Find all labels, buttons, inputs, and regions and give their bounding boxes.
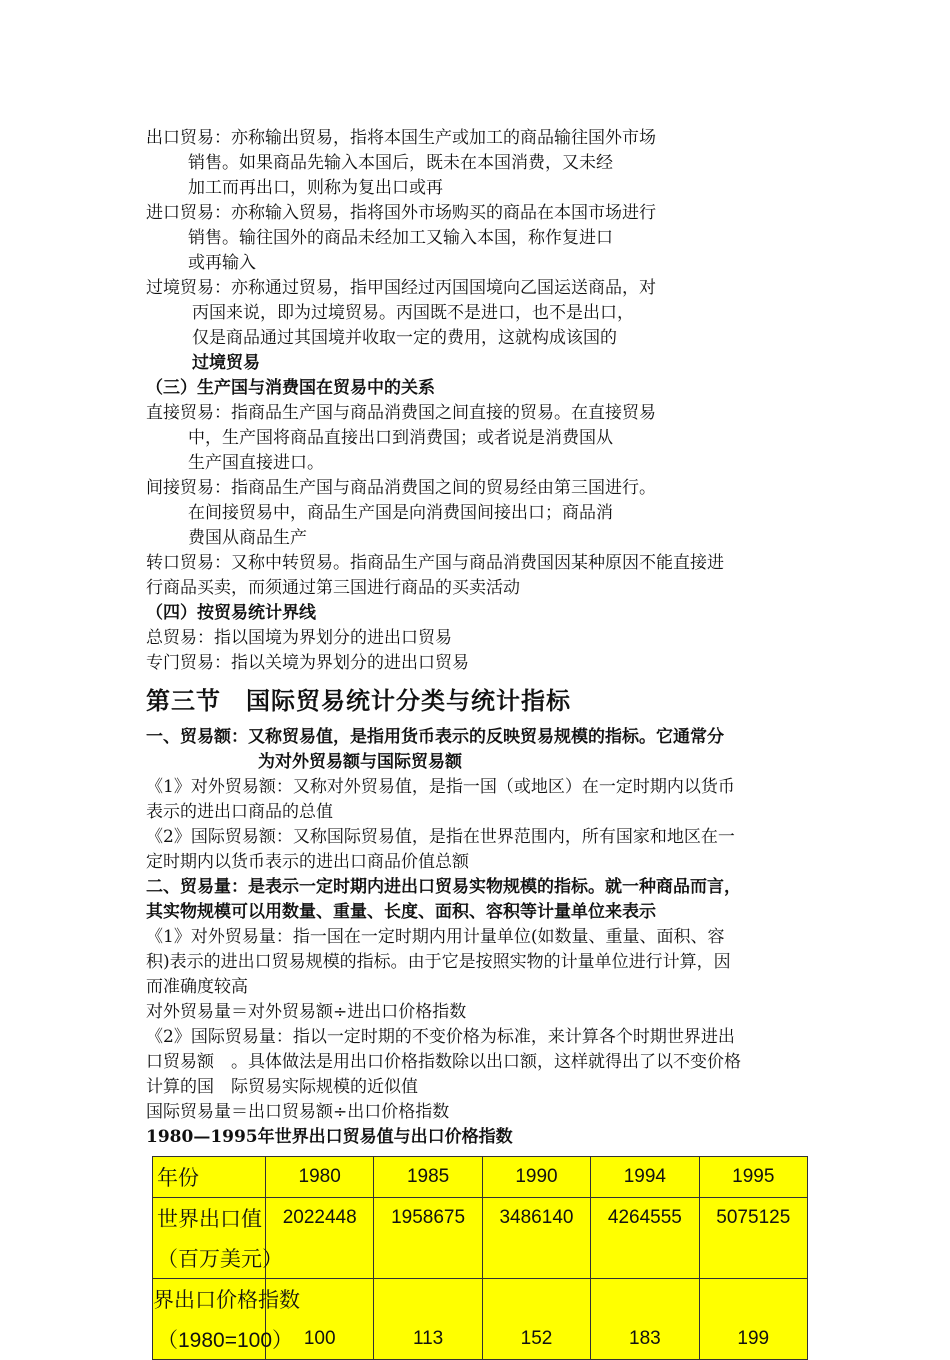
paragraph-line: 积)表示的进出口贸易规模的指标。由于它是按照实物的计量单位进行计算，因 xyxy=(146,952,731,972)
table-cell: 3486140 xyxy=(482,1198,590,1239)
formula-foreign-trade-volume: 对外贸易量＝对外贸易额÷进出口价格指数 xyxy=(146,1002,467,1022)
export-data-table xyxy=(152,1156,808,1360)
table-cell: 183 xyxy=(591,1319,699,1360)
section-heading-3: （三）生产国与消费国在贸易中的关系 xyxy=(146,378,435,398)
paragraph-transit-trade: 过境贸易：亦称通过贸易，指甲国经过丙国国境向乙国运送商品，对 xyxy=(146,278,656,298)
section-heading-4: （四）按贸易统计界线 xyxy=(146,603,316,623)
table-row-price-index-label xyxy=(153,1279,808,1320)
row-label: 界出口价格指数 xyxy=(153,1279,266,1320)
paragraph-indirect-trade: 间接贸易：指商品生产国与商品消费国之间的贸易经由第三国进行。 xyxy=(146,478,656,498)
paragraph-import-trade: 进口贸易：亦称输入贸易，指将国外市场购买的商品在本国市场进行 xyxy=(146,203,656,223)
paragraph-line: 定时期内以货币表示的进出口商品价值总额 xyxy=(146,852,469,872)
table-cell xyxy=(374,1238,482,1279)
paragraph-line: 口贸易额 。具体做法是用出口价格指数除以出口额，这样就得出了以不变价格 xyxy=(146,1052,741,1072)
table-cell: 2022448 xyxy=(266,1198,374,1239)
table-cell: 152 xyxy=(482,1319,590,1360)
table-row-export-unit xyxy=(153,1238,808,1279)
paragraph-entrepot-trade: 转口贸易：又称中转贸易。指商品生产国与商品消费国因某种原因不能直接进 xyxy=(146,553,724,573)
paragraph-line: 中，生产国将商品直接出口到消费国；或者说是消费国从 xyxy=(188,428,613,448)
paragraph-foreign-trade-volume: 《1》对外贸易量：指一国在一定时期内用计量单位(如数量、重量、面积、容 xyxy=(146,927,725,947)
table-header-year: 1994 xyxy=(591,1157,699,1198)
row-label: 世界出口值 xyxy=(153,1198,266,1239)
table-cell xyxy=(482,1279,590,1320)
paragraph-line: 而准确度较高 xyxy=(146,977,248,997)
paragraph-line: 丙国来说，即为过境贸易。丙国既不是进口，也不是出口， xyxy=(192,303,634,323)
table-row-export-value xyxy=(153,1198,808,1239)
paragraph-line: 表示的进出口商品的总值 xyxy=(146,802,333,822)
table-cell xyxy=(699,1279,807,1320)
row-unit-label: （1980=100） xyxy=(153,1319,266,1360)
heading-trade-value: 一、贸易额：又称贸易值，是指用货币表示的反映贸易规模的指标。它通常分 xyxy=(146,727,724,747)
row-unit-label: （百万美元） xyxy=(153,1238,266,1279)
table-caption: 1980—1995年世界出口贸易值与出口价格指数 xyxy=(146,1127,513,1147)
table-cell: 113 xyxy=(374,1319,482,1360)
table-header-year: 1995 xyxy=(699,1157,807,1198)
paragraph-line: 计算的国 际贸易实际规模的近似值 xyxy=(146,1077,418,1097)
paragraph-line: 销售。输往国外的商品未经加工又输入本国，称作复进口 xyxy=(188,228,613,248)
table-cell xyxy=(482,1238,590,1279)
table-cell: 100 xyxy=(266,1319,374,1360)
table-header-year: 1990 xyxy=(482,1157,590,1198)
heading-line: 为对外贸易额与国际贸易额 xyxy=(258,752,462,772)
table-header-year: 1980 xyxy=(266,1157,374,1198)
paragraph-line: 销售。如果商品先输入本国后，既未在本国消费，又未经 xyxy=(188,153,613,173)
paragraph-line: 仅是商品通过其国境并收取一定的费用，这就构成该国的 xyxy=(192,328,617,348)
table-cell xyxy=(699,1238,807,1279)
paragraph-international-trade-volume: 《2》国际贸易量：指以一定时期的不变价格为标准，来计算各个时期世界进出 xyxy=(146,1027,735,1047)
table-header-year: 1985 xyxy=(374,1157,482,1198)
table-cell: 5075125 xyxy=(699,1198,807,1239)
table-cell: 1958675 xyxy=(374,1198,482,1239)
table-cell xyxy=(374,1279,482,1320)
paragraph-line: 行商品买卖，而须通过第三国进行商品的买卖活动 xyxy=(146,578,520,598)
paragraph-line: 或再输入 xyxy=(188,253,256,273)
table-cell xyxy=(591,1279,699,1320)
table-header-row xyxy=(153,1157,808,1198)
table-header-label: 年份 xyxy=(153,1157,266,1198)
table-cell: 199 xyxy=(699,1319,807,1360)
paragraph-general-trade: 总贸易：指以国境为界划分的进出口贸易 xyxy=(146,628,452,648)
paragraph-line: 在间接贸易中，商品生产国是向消费国间接出口；商品消 xyxy=(188,503,613,523)
heading-line: 其实物规模可以用数量、重量、长度、面积、容积等计量单位来表示 xyxy=(146,902,656,922)
heading-trade-volume: 二、贸易量：是表示一定时期内进出口贸易实物规模的指标。就一种商品而言， xyxy=(146,877,741,897)
paragraph-line: 过境贸易 xyxy=(192,353,260,373)
table-cell: 4264555 xyxy=(591,1198,699,1239)
table-cell xyxy=(591,1238,699,1279)
paragraph-special-trade: 专门贸易：指以关境为界划分的进出口贸易 xyxy=(146,653,469,673)
paragraph-direct-trade: 直接贸易：指商品生产国与商品消费国之间直接的贸易。在直接贸易 xyxy=(146,403,656,423)
paragraph-international-trade-value: 《2》国际贸易额：又称国际贸易值，是指在世界范围内，所有国家和地区在一 xyxy=(146,827,735,847)
paragraph-export-trade: 出口贸易：亦称输出贸易，指将本国生产或加工的商品输往国外市场 xyxy=(146,128,656,148)
paragraph-line: 费国从商品生产 xyxy=(188,528,307,548)
paragraph-line: 加工而再出口，则称为复出口或再 xyxy=(188,178,443,198)
paragraph-foreign-trade-value: 《1》对外贸易额：又称对外贸易值，是指一国（或地区）在一定时期内以货币 xyxy=(146,777,735,797)
table-row-price-index xyxy=(153,1319,808,1360)
paragraph-line: 生产国直接进口。 xyxy=(188,453,324,473)
chapter-heading: 第三节 国际贸易统计分类与统计指标 xyxy=(146,686,571,715)
formula-international-trade-volume: 国际贸易量＝出口贸易额÷出口价格指数 xyxy=(146,1102,450,1122)
